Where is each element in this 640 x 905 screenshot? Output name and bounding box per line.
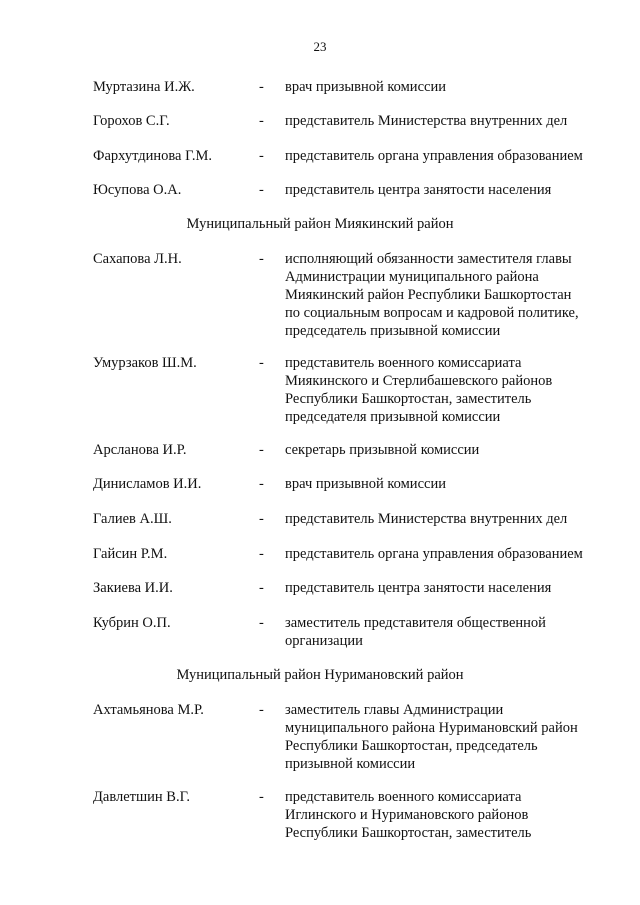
member-role: врач призывной комиссии xyxy=(285,476,446,492)
member-role: исполняющий обязанности заместителя главы Администрации муниципального района Миякинский район Республики Башкортостан по социальным вопросам и кадровой политике, председатель призывной комиссии xyxy=(285,251,579,339)
separator-dash: - xyxy=(259,702,264,718)
member-name: Фархутдинова Г.М. xyxy=(93,148,212,164)
member-role: представитель Министерства внутренних дел xyxy=(285,511,568,527)
member-name: Юсупова О.А. xyxy=(93,182,182,198)
member-role: заместитель представителя общественной организации xyxy=(285,615,546,649)
member-name: Горохов С.Г. xyxy=(93,113,170,129)
member-role: представитель органа управления образованием xyxy=(285,546,583,562)
separator-dash: - xyxy=(259,442,264,458)
separator-dash: - xyxy=(259,476,264,492)
separator-dash: - xyxy=(259,251,264,267)
member-role: представитель органа управления образованием xyxy=(285,148,583,164)
separator-dash: - xyxy=(259,79,264,95)
member-role: представитель военного комиссариата Миякинского и Стерлибашевского районов Республики Башкортостан, заместитель председателя призывной комиссии xyxy=(285,355,553,425)
separator-dash: - xyxy=(259,511,264,527)
separator-dash: - xyxy=(259,182,264,198)
member-name: Гайсин Р.М. xyxy=(93,546,168,562)
member-role: представитель военного комиссариата Иглинского и Нуримановского районов Республики Башкортостан, заместитель xyxy=(285,789,532,841)
member-name: Кубрин О.П. xyxy=(93,615,171,631)
section-heading: Муниципальный район Миякинский район xyxy=(186,216,454,232)
member-name: Ахтамьянова М.Р. xyxy=(93,702,204,718)
member-role: заместитель главы Администрации муниципального района Нуримановский район Республики Башкортостан, председатель призывной комиссии xyxy=(285,702,578,772)
separator-dash: - xyxy=(259,148,264,164)
member-role: представитель центра занятости населения xyxy=(285,182,552,198)
member-role: секретарь призывной комиссии xyxy=(285,442,480,458)
member-name: Давлетшин В.Г. xyxy=(93,789,190,805)
member-name: Сахапова Л.Н. xyxy=(93,251,182,267)
page-number: 23 xyxy=(313,39,327,54)
member-role: врач призывной комиссии xyxy=(285,79,446,95)
member-name: Динисламов И.И. xyxy=(93,476,202,492)
member-name: Галиев А.Ш. xyxy=(93,511,172,527)
section-heading: Муниципальный район Нуримановский район xyxy=(176,667,464,683)
separator-dash: - xyxy=(259,615,264,631)
member-name: Арсланова И.Р. xyxy=(93,442,187,458)
separator-dash: - xyxy=(259,113,264,129)
member-role: представитель Министерства внутренних дел xyxy=(285,113,568,129)
separator-dash: - xyxy=(259,355,264,371)
separator-dash: - xyxy=(259,580,264,596)
member-role: представитель центра занятости населения xyxy=(285,580,552,596)
separator-dash: - xyxy=(259,546,264,562)
member-name: Умурзаков Ш.М. xyxy=(93,355,197,371)
member-name: Муртазина И.Ж. xyxy=(93,79,195,95)
separator-dash: - xyxy=(259,789,264,805)
member-name: Закиева И.И. xyxy=(93,580,173,596)
